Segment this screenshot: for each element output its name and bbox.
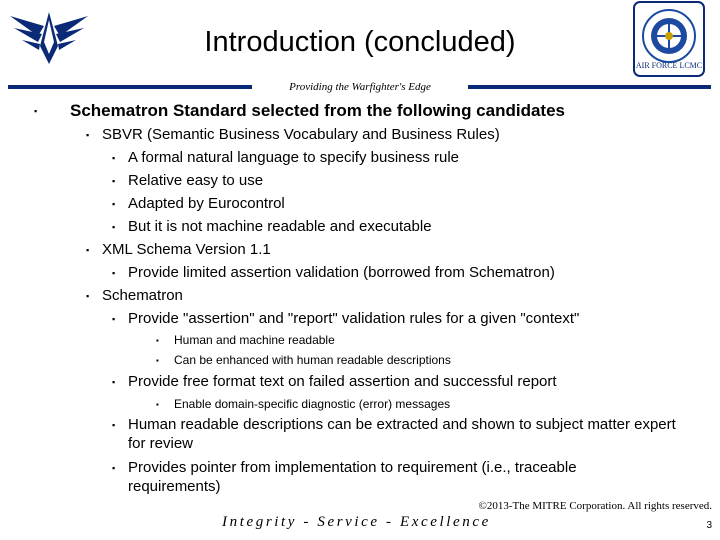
air-force-wings-logo [8, 6, 90, 66]
bullet-icon: ▪ [112, 153, 116, 163]
bullet-icon: ▪ [112, 222, 116, 232]
bullet-icon: ▪ [112, 377, 116, 387]
copyright-notice: ©2013-The MITRE Corporation. All rights reserved. [478, 500, 712, 512]
bullet-icon: ▪ [112, 420, 116, 430]
bullet-l3: ▪ Relative easy to use [112, 172, 264, 189]
bullet-icon: ▪ [86, 245, 90, 255]
bullet-icon: ▪ [112, 268, 116, 278]
bullet-l2: ▪ XML Schema Version 1.1 [86, 241, 271, 258]
bullet-icon: ▪ [112, 176, 116, 186]
tagline: Providing the Warfighter's Edge [289, 81, 431, 93]
bullet-icon: ▪ [112, 314, 116, 324]
bullet-icon: ▪ [112, 199, 116, 209]
bullet-icon: ▪ [112, 463, 116, 473]
air-force-lcmc-seal [626, 0, 712, 80]
bullet-l3: ▪ Adapted by Eurocontrol [112, 195, 285, 212]
bullet-icon: ▪ [156, 400, 159, 409]
bullet-l4: ▪ Can be enhanced with human readable descriptions [156, 353, 451, 367]
bullet-icon: ▪ [86, 130, 90, 140]
bullet-l3: ▪ Provide free format text on failed assertion and successful report [112, 373, 557, 390]
bullet-icon: ▪ [156, 356, 159, 365]
slide-title: Introduction (concluded) [204, 26, 516, 58]
bullet-icon: ▪ [34, 106, 38, 116]
bullet-l4: ▪ Human and machine readable [156, 333, 335, 347]
bullet-icon: ▪ [156, 336, 159, 345]
bullet-l3: ▪ Provide limited assertion validation (borrowed from Schematron) [112, 264, 555, 281]
bullet-l3: ▪ Human readable descriptions can be extracted and shown to subject matter expert for review [112, 416, 676, 452]
bullet-l3: ▪ A formal natural language to specify business rule [112, 149, 460, 166]
bullet-l3: ▪ But it is not machine readable and executable [112, 218, 432, 235]
bullet-l1: ▪ Schematron Standard selected from the following candidates [34, 101, 565, 120]
seal-text: AIR FORCE LCMC [635, 61, 703, 70]
page-number: 3 [706, 520, 712, 531]
bullet-l2: ▪ SBVR (Semantic Business Vocabulary and Business Rules) [86, 126, 500, 143]
header-bar-left [8, 85, 252, 89]
bullet-l4: ▪ Enable domain-specific diagnostic (error) messages [156, 397, 451, 411]
bullet-l3: ▪ Provides pointer from implementation to requirement (i.e., traceable requirements) [112, 459, 577, 495]
bullet-icon: ▪ [86, 291, 90, 301]
bullet-l2: ▪ Schematron [86, 287, 183, 304]
header-bar-right [468, 85, 711, 89]
footer-motto: Integrity - Service - Excellence [222, 514, 491, 530]
bullet-l3: ▪ Provide "assertion" and "report" validation rules for a given "context" [112, 310, 580, 327]
